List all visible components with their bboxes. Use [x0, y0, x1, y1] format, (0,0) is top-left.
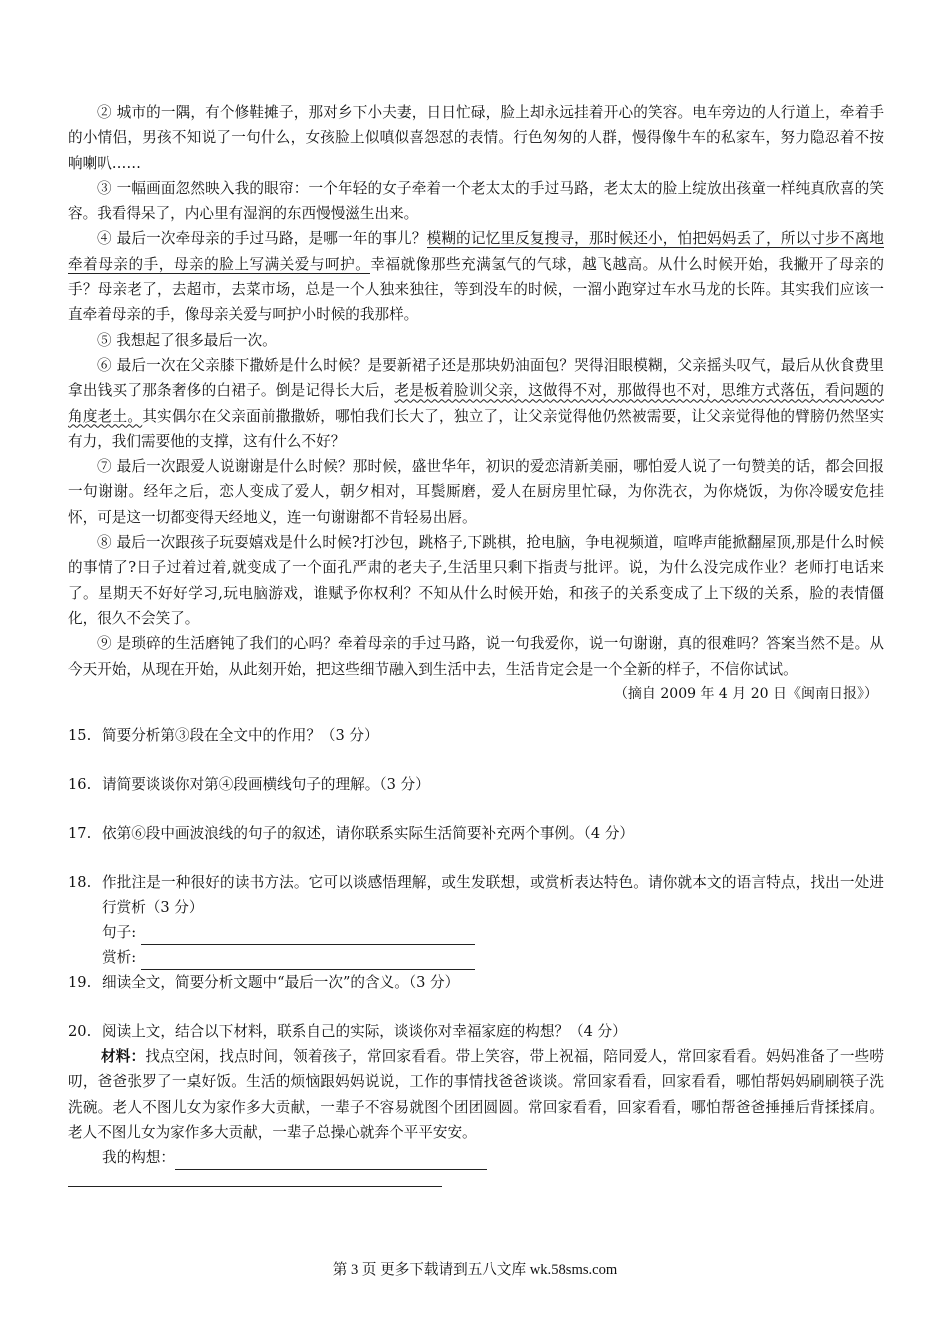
paragraph-2: ② 城市的一隅，有个修鞋摊子，那对乡下小夫妻，日日忙碌，脸上却永远挂着开心的笑容。电车旁边的人行道上，牵着手的小情侣，男孩不知说了一句什么，女孩脸上似嗔似喜怨怼的表情。行色匆匆的人群，慢得像牛车的私家车，努力隐忍着不按响喇叭…… — [68, 104, 884, 172]
question-number: 20. — [68, 1023, 92, 1040]
idea-label: 我的构想： — [102, 1149, 175, 1167]
material-text: 找点空闲，找点时间，领着孩子，常回家看看。带上笑容，带上祝福，陪同爱人，常回家看看。妈妈准备了一些唠叨，爸爸张罗了一桌好饭。生活的烦恼跟妈妈说说，工作的事情找爸爸谈谈。常回家看看，回家看看，哪怕帮妈妈刷刷筷子洗洗碗。老人不图儿女为家作多大贡献，一辈子不容易就图个团团圆圆。常回家看看，回家看看，哪怕帮爸爸捶捶后背揉揉肩。老人不图儿女为家作多大贡献，一辈子总操心就奔个平平安安。 — [68, 1048, 884, 1141]
reading-passage — [68, 100, 884, 707]
question-number: 19. — [68, 974, 92, 991]
paragraph-4-end: 幸福就像那些充满氢气的气球，越飞越高。从什么时候开始，我撇开了母亲的手？母亲老了，去超市，去菜市场，总是一个人独来独往，等到没车的时候，一溜小跑穿过车水马龙的长阵。其实我们应该一直牵着母亲的手，像母亲关爱与呵护小时候的我那样。 — [68, 255, 884, 324]
analysis-blank[interactable] — [141, 953, 475, 970]
question-18-body — [68, 870, 884, 920]
question-number: 15. — [68, 727, 92, 744]
paragraph-6-end: 其实偶尔在父亲面前撒撒娇，哪怕我们长大了，独立了，让父亲觉得他仍然被需要，让父亲觉得他的臂膀仍然坚实有力，我们需要他的支撑，这有什么不好？ — [68, 407, 884, 450]
material-paragraph — [68, 1044, 884, 1145]
wavy-underlined-sentence: 老是板着脸训父亲，这做得不对，那做得也不对，思维方式落伍，看问题的角度老土。 — [68, 382, 884, 425]
article-source: （摘自 2009 年 4 月 20 日《闽南日报》） — [613, 685, 878, 702]
question-text: 阅读上文，结合以下材料，联系自己的实际，谈谈你对幸福家庭的构想？（4 分） — [102, 1023, 627, 1040]
sentence-blank[interactable] — [141, 928, 475, 945]
material-label: 材料： — [101, 1048, 146, 1065]
question-19 — [68, 970, 884, 995]
question-text: 依第⑥段中画波浪线的句子的叙述，请你联系实际生活简要补充两个事例。（4 分） — [102, 825, 635, 842]
sentence-answer-line — [68, 920, 884, 945]
paragraph-9: ⑨ 是琐碎的生活磨钝了我们的心吗？牵着母亲的手过马路，说一句我爱你，说一句谢谢，真的很难吗？答案当然不是。从今天开始，从现在开始，从此刻开始，把这些细节融入到生活中去，生活肯定会是一个全新的样子，不信你试试。 — [68, 635, 884, 678]
question-20 — [68, 1019, 884, 1170]
question-15 — [68, 723, 884, 748]
paragraph-6 — [68, 353, 884, 454]
analysis-label: 赏析: — [102, 949, 137, 966]
analysis-answer-line — [68, 945, 884, 970]
question-number: 16. — [68, 776, 92, 793]
paragraph-6-start: ⑥ 最后一次在父亲膝下撒娇是什么时候？是要新裙子还是那块奶油面包？哭得泪眼模糊，父亲摇头叹气，最后从伙食费里拿出钱买了那条奢侈的白裙子。倒是记得长大后， — [68, 356, 884, 400]
idea-answer-line — [68, 1145, 884, 1170]
question-text: 细读全文，简要分析文题中“最后一次”的含义。（3 分） — [102, 974, 460, 991]
paragraph-4 — [68, 226, 884, 327]
paragraph-8: ⑧ 最后一次跟孩子玩耍嬉戏是什么时候?打沙包，跳格子,下跳棋，抢电脑，争电视频道，喧哗声能掀翻屋顶,那是什么时候的事情了?日子过着过着,就变成了一个面孔严肃的老夫子,生活里只剩下指责与批评。说，为什么没完成作业？老师打电话来了。星期天不好好学习,玩电脑游戏，谁赋予你权利？不知从什么时候开始，和孩子的关系变成了上下级的关系，脸的表情僵化，很久不会笑了。 — [68, 534, 884, 627]
question-17 — [68, 821, 884, 846]
answer-continuation-line[interactable] — [68, 1186, 442, 1187]
question-16 — [68, 772, 884, 797]
paragraph-5: ⑤ 我想起了很多最后一次。 — [97, 331, 277, 349]
sentence-label: 句子: — [102, 924, 137, 941]
paragraph-4-start: ④ 最后一次牵母亲的手过马路，是哪一年的事儿？ — [97, 230, 427, 248]
idea-blank[interactable] — [175, 1153, 487, 1170]
paragraph-3: ③ 一幅画面忽然映入我的眼帘：一个年轻的女子牵着一个老太太的手过马路，老太太的脸上绽放出孩童一样纯真欣喜的笑容。我看得呆了，内心里有湿润的东西慢慢滋生出来。 — [68, 179, 884, 223]
question-text: 作批注是一种很好的读书方法。它可以谈感悟理解，或生发联想，或赏析表达特色。请你就本文的语言特点，找出一处进行赏析（3 分） — [102, 874, 884, 916]
page-footer: 第 3 页 更多下载请到五八文库 wk.58sms.com — [332, 1262, 618, 1278]
question-text: 请简要谈谈你对第④段画横线句子的理解。（3 分） — [102, 776, 430, 793]
question-number: 17. — [68, 825, 92, 842]
paragraph-7: ⑦ 最后一次跟爱人说谢谢是什么时候？那时候，盛世华年，初识的爱恋清新美丽，哪怕爱人说了一句赞美的话，都会回报一句谢谢。经年之后，恋人变成了爱人，朝夕相对，耳鬓厮磨，爱人在厨房里忙碌，为你洗衣，为你烧饭，为你冷暖安危挂怀，可是这一切都变得天经地义，连一句谢谢都不肯轻易出唇。 — [68, 458, 884, 526]
question-number: 18. — [68, 874, 92, 891]
question-18 — [68, 870, 884, 970]
underlined-sentence: 模糊的记忆里反复搜寻，那时候还小，怕把妈妈丢了，所以寸步不离地牵着母亲的手，母亲的脸上写满关爱与呵护。 — [68, 230, 884, 273]
question-text: 简要分析第③段在全文中的作用？（3 分） — [102, 727, 379, 744]
